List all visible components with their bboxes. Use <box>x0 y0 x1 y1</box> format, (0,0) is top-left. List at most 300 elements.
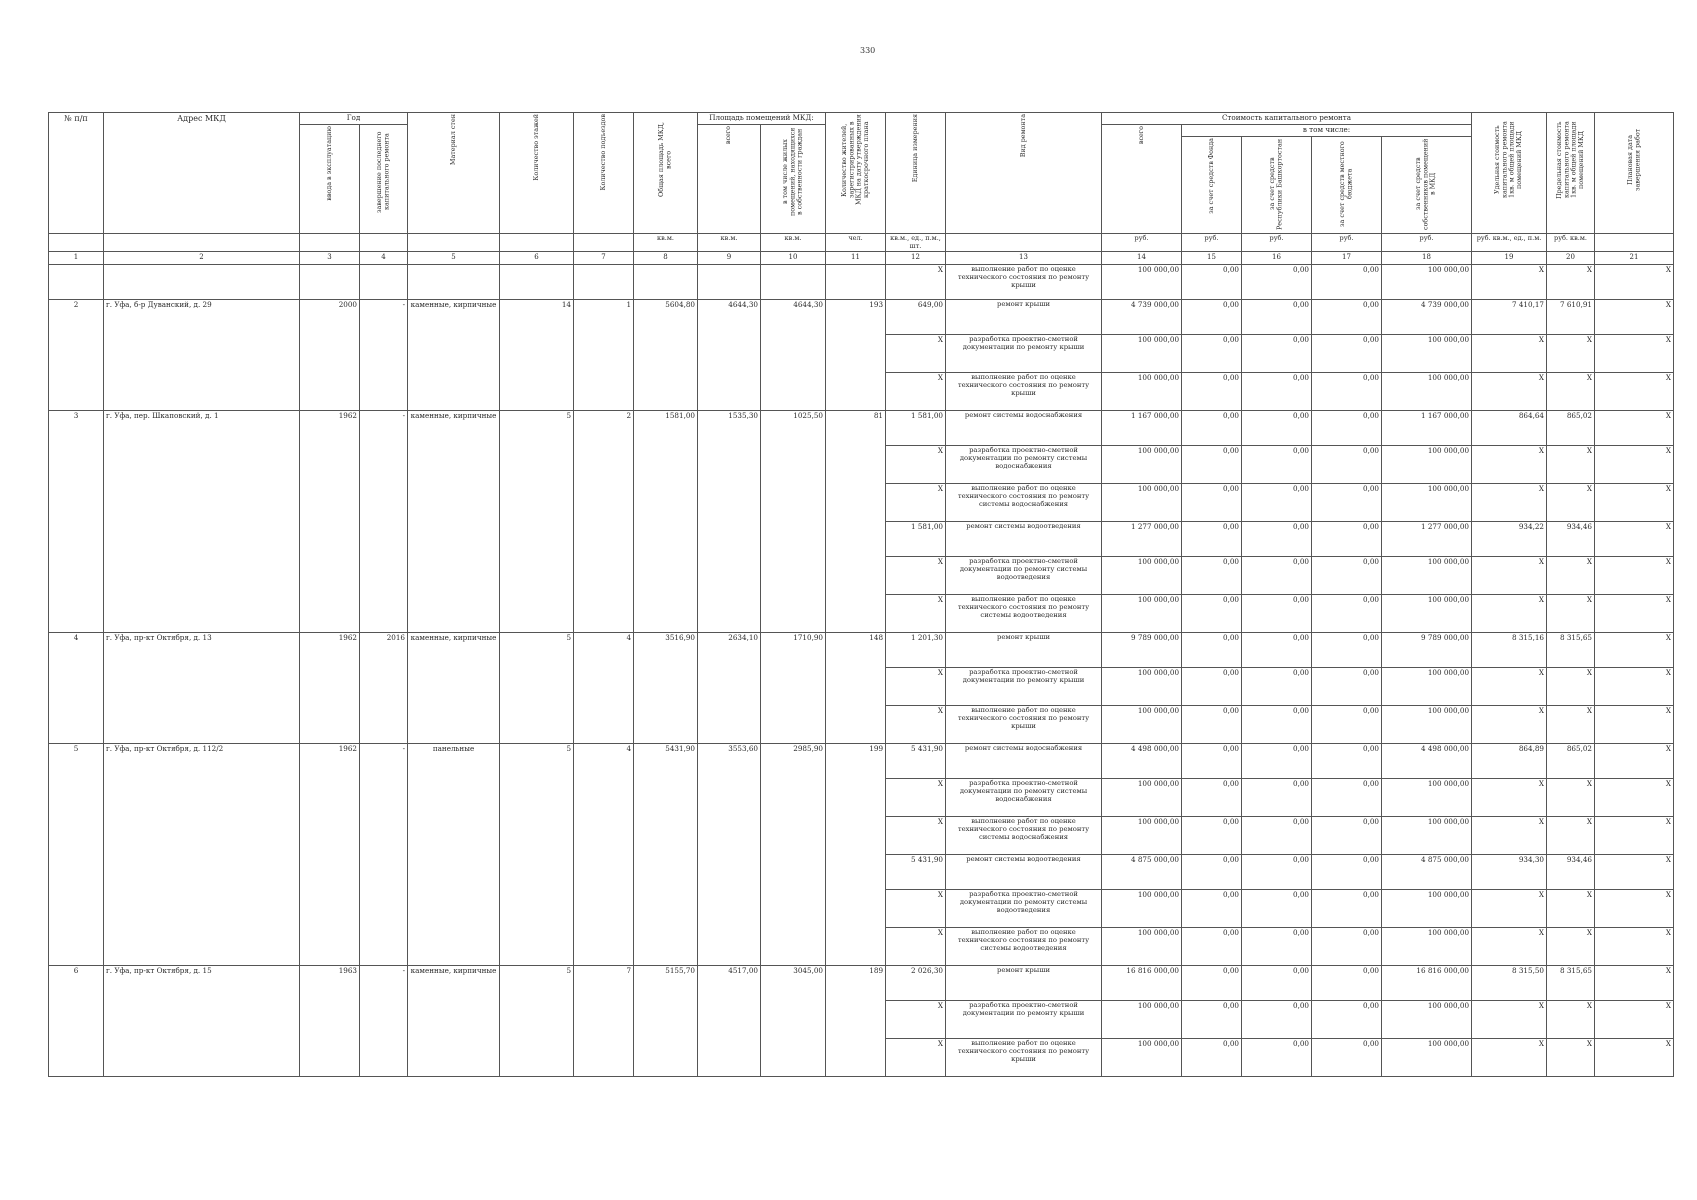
cost-total-cell: 100 000,00 <box>1102 335 1182 373</box>
cost-total-cell: 1 277 000,00 <box>1102 522 1182 557</box>
unit-cost-cell: X <box>1472 335 1547 373</box>
header-cost-group: Стоимость капитального ремонта <box>1102 113 1472 125</box>
unit-cell: кв.м. <box>761 234 826 252</box>
cost-republic-cell: 0,00 <box>1242 706 1312 744</box>
cost-local-cell: 0,00 <box>1312 595 1382 633</box>
cost-owners-cell: 100 000,00 <box>1382 668 1472 706</box>
unit-cost-cell: 864,64 <box>1472 411 1547 446</box>
cost-republic-cell: 0,00 <box>1242 633 1312 668</box>
header-planned-date: Плановая дата завершения работ <box>1595 113 1674 234</box>
unit-cost-cell: X <box>1472 890 1547 928</box>
wall-material-cell: панельные <box>408 744 500 966</box>
entrances-cell: 4 <box>574 744 634 966</box>
year-repair-cell: - <box>360 744 408 966</box>
row-number-cell: 2 <box>49 300 104 411</box>
area-all-cell: 4644,30 <box>698 300 761 411</box>
row-number-cell: 5 <box>49 744 104 966</box>
cost-owners-cell: 100 000,00 <box>1382 890 1472 928</box>
max-unit-cost-cell: 934,46 <box>1547 522 1595 557</box>
cost-fund-cell: 0,00 <box>1182 668 1242 706</box>
cost-total-cell: 100 000,00 <box>1102 1039 1182 1077</box>
column-number: 5 <box>408 252 500 265</box>
wall-material-cell: каменные, кирпичные <box>408 300 500 411</box>
area-residential-cell: 2985,90 <box>761 744 826 966</box>
entrances-cell: 4 <box>574 633 634 744</box>
repair-type-cell: разработка проектно-сметной документации по ремонту системы водоснабжения <box>946 446 1102 484</box>
wall-material-cell: каменные, кирпичные <box>408 966 500 1077</box>
cost-republic-cell: 0,00 <box>1242 1001 1312 1039</box>
total-area-cell: 5431,90 <box>634 744 698 966</box>
total-area-cell: 1581,00 <box>634 411 698 633</box>
cost-total-cell: 16 816 000,00 <box>1102 966 1182 1001</box>
cost-total-cell: 100 000,00 <box>1102 265 1182 300</box>
column-number: 6 <box>500 252 574 265</box>
header-cost-including: в том числе: <box>1182 125 1472 137</box>
repair-type-cell: ремонт крыши <box>946 300 1102 335</box>
row-number-cell: 3 <box>49 411 104 633</box>
repair-type-cell: ремонт системы водоотведения <box>946 522 1102 557</box>
column-number: 2 <box>104 252 300 265</box>
entrances-cell: 7 <box>574 966 634 1077</box>
floors-cell: 5 <box>500 966 574 1077</box>
cost-total-cell: 100 000,00 <box>1102 557 1182 595</box>
cost-fund-cell: 0,00 <box>1182 706 1242 744</box>
cost-total-cell: 4 739 000,00 <box>1102 300 1182 335</box>
planned-date-cell: X <box>1595 595 1674 633</box>
unit-cell <box>104 234 300 252</box>
cost-owners-cell: 100 000,00 <box>1382 265 1472 300</box>
unit-cell: кв.м., ед., п.м., шт. <box>886 234 946 252</box>
cost-owners-cell: 100 000,00 <box>1382 335 1472 373</box>
cost-republic-cell: 0,00 <box>1242 484 1312 522</box>
cost-fund-cell: 0,00 <box>1182 1001 1242 1039</box>
cost-owners-cell: 16 816 000,00 <box>1382 966 1472 1001</box>
unit-cell <box>574 234 634 252</box>
year-commission-cell: 1962 <box>300 744 360 966</box>
column-number: 1 <box>49 252 104 265</box>
header-wall-material: Материал стен <box>408 113 500 234</box>
unit-cost-cell: X <box>1472 557 1547 595</box>
year-repair-cell: 2016 <box>360 633 408 744</box>
column-number: 20 <box>1547 252 1595 265</box>
cost-owners-cell: 100 000,00 <box>1382 706 1472 744</box>
cost-local-cell: 0,00 <box>1312 411 1382 446</box>
planned-date-cell: X <box>1595 300 1674 335</box>
unit-measure-cell: X <box>886 595 946 633</box>
cost-owners-cell: 4 739 000,00 <box>1382 300 1472 335</box>
max-unit-cost-cell: 865,02 <box>1547 411 1595 446</box>
residents-cell: 148 <box>826 633 886 744</box>
cost-total-cell: 1 167 000,00 <box>1102 411 1182 446</box>
planned-date-cell: X <box>1595 744 1674 779</box>
header-year-commission: ввода в эксплуатацию <box>300 125 360 234</box>
cost-local-cell: 0,00 <box>1312 633 1382 668</box>
unit-cost-cell: 934,30 <box>1472 855 1547 890</box>
max-unit-cost-cell: X <box>1547 595 1595 633</box>
column-numbers-row <box>49 252 1674 265</box>
cost-republic-cell: 0,00 <box>1242 668 1312 706</box>
max-unit-cost-cell: X <box>1547 779 1595 817</box>
column-number: 14 <box>1102 252 1182 265</box>
header-area-residential: в том числе жилых помещений, находящихся в собственности граждан <box>761 125 826 234</box>
cost-owners-cell: 100 000,00 <box>1382 817 1472 855</box>
repair-type-cell: ремонт крыши <box>946 633 1102 668</box>
planned-date-cell: X <box>1595 484 1674 522</box>
cost-owners-cell: 100 000,00 <box>1382 779 1472 817</box>
cost-total-cell: 100 000,00 <box>1102 779 1182 817</box>
column-number: 19 <box>1472 252 1547 265</box>
floors-cell: 14 <box>500 300 574 411</box>
year-commission-cell: 1962 <box>300 633 360 744</box>
repair-type-cell: разработка проектно-сметной документации по ремонту системы водоотведения <box>946 890 1102 928</box>
area-all-cell: 2634,10 <box>698 633 761 744</box>
cost-fund-cell: 0,00 <box>1182 522 1242 557</box>
planned-date-cell: X <box>1595 966 1674 1001</box>
year-repair-cell: - <box>360 966 408 1077</box>
cost-owners-cell: 100 000,00 <box>1382 928 1472 966</box>
max-unit-cost-cell: X <box>1547 335 1595 373</box>
unit-cost-cell: 864,89 <box>1472 744 1547 779</box>
unit-cell: руб. <box>1312 234 1382 252</box>
unit-measure-cell: X <box>886 817 946 855</box>
unit-cell: руб. <box>1102 234 1182 252</box>
header-total-area: Общая площадь МКД, всего <box>634 113 698 234</box>
cost-republic-cell: 0,00 <box>1242 373 1312 411</box>
unit-cost-cell: 8 315,16 <box>1472 633 1547 668</box>
cost-local-cell: 0,00 <box>1312 855 1382 890</box>
max-unit-cost-cell: X <box>1547 446 1595 484</box>
unit-cell <box>300 234 360 252</box>
unit-cost-cell: 934,22 <box>1472 522 1547 557</box>
cost-fund-cell: 0,00 <box>1182 633 1242 668</box>
max-unit-cost-cell: 7 610,91 <box>1547 300 1595 335</box>
cost-republic-cell: 0,00 <box>1242 966 1312 1001</box>
cost-fund-cell: 0,00 <box>1182 335 1242 373</box>
cost-local-cell: 0,00 <box>1312 1001 1382 1039</box>
header-num: № п/п <box>49 113 104 234</box>
total-area-cell: 5155,70 <box>634 966 698 1077</box>
cost-total-cell: 9 789 000,00 <box>1102 633 1182 668</box>
cost-local-cell: 0,00 <box>1312 373 1382 411</box>
floors-cell: 5 <box>500 744 574 966</box>
cost-total-cell: 4 875 000,00 <box>1102 855 1182 890</box>
unit-measure-cell: 5 431,90 <box>886 744 946 779</box>
cost-fund-cell: 0,00 <box>1182 817 1242 855</box>
row-number-cell: 6 <box>49 966 104 1077</box>
max-unit-cost-cell: 865,02 <box>1547 744 1595 779</box>
cost-owners-cell: 100 000,00 <box>1382 557 1472 595</box>
planned-date-cell: X <box>1595 373 1674 411</box>
unit-cost-cell: X <box>1472 817 1547 855</box>
column-number: 15 <box>1182 252 1242 265</box>
cost-fund-cell: 0,00 <box>1182 1039 1242 1077</box>
column-number: 21 <box>1595 252 1674 265</box>
table-row <box>49 300 1674 335</box>
unit-cell <box>1595 234 1674 252</box>
unit-measure-cell: X <box>886 335 946 373</box>
table-row <box>49 633 1674 668</box>
cost-local-cell: 0,00 <box>1312 706 1382 744</box>
header-address: Адрес МКД <box>104 113 300 234</box>
empty-cell <box>826 265 886 300</box>
cost-republic-cell: 0,00 <box>1242 265 1312 300</box>
header-cost-fund: за счет средств Фонда <box>1182 137 1242 234</box>
unit-measure-cell: X <box>886 446 946 484</box>
table-row <box>49 966 1674 1001</box>
max-unit-cost-cell: X <box>1547 706 1595 744</box>
total-area-cell: 3516,90 <box>634 633 698 744</box>
repair-type-cell: разработка проектно-сметной документации по ремонту системы водоснабжения <box>946 779 1102 817</box>
floors-cell: 5 <box>500 633 574 744</box>
empty-cell <box>49 265 104 300</box>
address-cell: г. Уфа, пр-кт Октября, д. 15 <box>104 966 300 1077</box>
max-unit-cost-cell: X <box>1547 265 1595 300</box>
repair-type-cell: выполнение работ по оценке технического состояния по ремонту крыши <box>946 706 1102 744</box>
repair-type-cell: разработка проектно-сметной документации по ремонту системы водоотведения <box>946 557 1102 595</box>
cost-total-cell: 100 000,00 <box>1102 706 1182 744</box>
unit-measure-cell: X <box>886 557 946 595</box>
residents-cell: 193 <box>826 300 886 411</box>
max-unit-cost-cell: 934,46 <box>1547 855 1595 890</box>
planned-date-cell: X <box>1595 855 1674 890</box>
cost-total-cell: 100 000,00 <box>1102 484 1182 522</box>
table-header <box>49 113 1674 265</box>
unit-cost-cell: X <box>1472 706 1547 744</box>
cost-fund-cell: 0,00 <box>1182 265 1242 300</box>
cost-republic-cell: 0,00 <box>1242 928 1312 966</box>
unit-measure-cell: X <box>886 706 946 744</box>
planned-date-cell: X <box>1595 1039 1674 1077</box>
column-number: 18 <box>1382 252 1472 265</box>
planned-date-cell: X <box>1595 668 1674 706</box>
unit-cell: кв.м. <box>698 234 761 252</box>
total-area-cell: 5604,80 <box>634 300 698 411</box>
unit-cell: кв.м. <box>634 234 698 252</box>
cost-owners-cell: 100 000,00 <box>1382 1001 1472 1039</box>
max-unit-cost-cell: X <box>1547 890 1595 928</box>
unit-measure-cell: 1 201,30 <box>886 633 946 668</box>
area-residential-cell: 1025,50 <box>761 411 826 633</box>
cost-local-cell: 0,00 <box>1312 668 1382 706</box>
cost-local-cell: 0,00 <box>1312 446 1382 484</box>
planned-date-cell: X <box>1595 1001 1674 1039</box>
cost-fund-cell: 0,00 <box>1182 446 1242 484</box>
max-unit-cost-cell: 8 315,65 <box>1547 633 1595 668</box>
cost-fund-cell: 0,00 <box>1182 373 1242 411</box>
address-cell: г. Уфа, пр-кт Октября, д. 112/2 <box>104 744 300 966</box>
empty-cell <box>104 265 300 300</box>
column-number: 8 <box>634 252 698 265</box>
residents-cell: 189 <box>826 966 886 1077</box>
empty-cell <box>360 265 408 300</box>
area-residential-cell: 3045,00 <box>761 966 826 1077</box>
unit-cell <box>360 234 408 252</box>
year-repair-cell: - <box>360 300 408 411</box>
cost-total-cell: 100 000,00 <box>1102 817 1182 855</box>
unit-measure-cell: 649,00 <box>886 300 946 335</box>
cost-total-cell: 100 000,00 <box>1102 1001 1182 1039</box>
repair-type-cell: выполнение работ по оценке технического состояния по ремонту крыши <box>946 373 1102 411</box>
column-number: 12 <box>886 252 946 265</box>
address-cell: г. Уфа, пер. Шкаповский, д. 1 <box>104 411 300 633</box>
max-unit-cost-cell: 8 315,65 <box>1547 966 1595 1001</box>
unit-measure-cell: 5 431,90 <box>886 855 946 890</box>
unit-cost-cell: X <box>1472 928 1547 966</box>
column-number: 7 <box>574 252 634 265</box>
cost-fund-cell: 0,00 <box>1182 928 1242 966</box>
header-cost-total: всего <box>1102 125 1182 234</box>
header-unit-measure: Единица измерения <box>886 113 946 234</box>
column-number: 16 <box>1242 252 1312 265</box>
empty-cell <box>634 265 698 300</box>
table-body <box>49 265 1674 1077</box>
column-number: 4 <box>360 252 408 265</box>
header-cost-local: за счет средств местного бюджета <box>1312 137 1382 234</box>
planned-date-cell: X <box>1595 890 1674 928</box>
unit-cell <box>49 234 104 252</box>
planned-date-cell: X <box>1595 706 1674 744</box>
planned-date-cell: X <box>1595 928 1674 966</box>
cost-local-cell: 0,00 <box>1312 744 1382 779</box>
entrances-cell: 1 <box>574 300 634 411</box>
cost-republic-cell: 0,00 <box>1242 890 1312 928</box>
row-number-cell: 4 <box>49 633 104 744</box>
address-cell: г. Уфа, пр-кт Октября, д. 13 <box>104 633 300 744</box>
empty-cell <box>500 265 574 300</box>
unit-measure-cell: 1 581,00 <box>886 522 946 557</box>
cost-fund-cell: 0,00 <box>1182 557 1242 595</box>
cost-fund-cell: 0,00 <box>1182 411 1242 446</box>
max-unit-cost-cell: X <box>1547 557 1595 595</box>
address-cell: г. Уфа, б-р Дуванский, д. 29 <box>104 300 300 411</box>
empty-cell <box>761 265 826 300</box>
header-max-unit-cost: Предельная стоимость капитального ремонта 1кв. м общей площади помещений МКД <box>1547 113 1595 234</box>
cost-total-cell: 100 000,00 <box>1102 890 1182 928</box>
repair-type-cell: выполнение работ по оценке технического состояния по ремонту крыши <box>946 265 1102 300</box>
cost-local-cell: 0,00 <box>1312 522 1382 557</box>
cost-local-cell: 0,00 <box>1312 300 1382 335</box>
cost-fund-cell: 0,00 <box>1182 890 1242 928</box>
cost-local-cell: 0,00 <box>1312 484 1382 522</box>
capital-repair-table <box>48 112 1674 1077</box>
column-number: 17 <box>1312 252 1382 265</box>
cost-owners-cell: 9 789 000,00 <box>1382 633 1472 668</box>
column-number: 11 <box>826 252 886 265</box>
area-all-cell: 4517,00 <box>698 966 761 1077</box>
column-number: 3 <box>300 252 360 265</box>
cost-republic-cell: 0,00 <box>1242 411 1312 446</box>
cost-total-cell: 100 000,00 <box>1102 595 1182 633</box>
repair-type-cell: выполнение работ по оценке технического состояния по ремонту системы водоотведения <box>946 928 1102 966</box>
planned-date-cell: X <box>1595 446 1674 484</box>
cost-republic-cell: 0,00 <box>1242 817 1312 855</box>
cost-republic-cell: 0,00 <box>1242 595 1312 633</box>
cost-local-cell: 0,00 <box>1312 557 1382 595</box>
max-unit-cost-cell: X <box>1547 484 1595 522</box>
unit-measure-cell: X <box>886 265 946 300</box>
cost-republic-cell: 0,00 <box>1242 779 1312 817</box>
header-residents: Количество жителей, зарегистрированных в МКД на дату утверждения краткосрочного плана <box>826 113 886 234</box>
table-row <box>49 411 1674 446</box>
cost-republic-cell: 0,00 <box>1242 557 1312 595</box>
unit-measure-cell: X <box>886 928 946 966</box>
max-unit-cost-cell: X <box>1547 928 1595 966</box>
unit-cost-cell: X <box>1472 1039 1547 1077</box>
cost-local-cell: 0,00 <box>1312 966 1382 1001</box>
header-area-all: всего <box>698 125 761 234</box>
empty-cell <box>408 265 500 300</box>
cost-total-cell: 100 000,00 <box>1102 668 1182 706</box>
cost-total-cell: 4 498 000,00 <box>1102 744 1182 779</box>
cost-fund-cell: 0,00 <box>1182 855 1242 890</box>
header-cost-owners: за счет средств собственников помещений в МКД <box>1382 137 1472 234</box>
cost-local-cell: 0,00 <box>1312 817 1382 855</box>
year-commission-cell: 1962 <box>300 411 360 633</box>
header-year-last-repair: завершение последнего капитального ремонта <box>360 125 408 234</box>
repair-type-cell: ремонт системы водоотведения <box>946 855 1102 890</box>
planned-date-cell: X <box>1595 265 1674 300</box>
repair-type-cell: ремонт системы водоснабжения <box>946 411 1102 446</box>
unit-measure-cell: 2 026,30 <box>886 966 946 1001</box>
header-floors: Количество этажей <box>500 113 574 234</box>
unit-cost-cell: X <box>1472 595 1547 633</box>
wall-material-cell: каменные, кирпичные <box>408 633 500 744</box>
unit-cost-cell: X <box>1472 446 1547 484</box>
unit-measure-cell: X <box>886 890 946 928</box>
repair-type-cell: выполнение работ по оценке технического состояния по ремонту крыши <box>946 1039 1102 1077</box>
year-repair-cell: - <box>360 411 408 633</box>
cost-owners-cell: 100 000,00 <box>1382 446 1472 484</box>
planned-date-cell: X <box>1595 817 1674 855</box>
unit-cost-cell: X <box>1472 1001 1547 1039</box>
column-number: 9 <box>698 252 761 265</box>
cost-owners-cell: 1 277 000,00 <box>1382 522 1472 557</box>
empty-cell <box>574 265 634 300</box>
repair-type-cell: ремонт крыши <box>946 966 1102 1001</box>
residents-cell: 199 <box>826 744 886 966</box>
repair-type-cell: разработка проектно-сметной документации по ремонту крыши <box>946 335 1102 373</box>
unit-measure-cell: X <box>886 373 946 411</box>
header-cost-republic: за счет средств Республики Башкортостан <box>1242 137 1312 234</box>
repair-type-cell: ремонт системы водоснабжения <box>946 744 1102 779</box>
cost-owners-cell: 100 000,00 <box>1382 373 1472 411</box>
empty-cell <box>300 265 360 300</box>
header-area-group: Площадь помещений МКД: <box>698 113 826 125</box>
repair-type-cell: выполнение работ по оценке технического состояния по ремонту системы водоотведения <box>946 595 1102 633</box>
area-residential-cell: 1710,90 <box>761 633 826 744</box>
column-number: 13 <box>946 252 1102 265</box>
table-row <box>49 744 1674 779</box>
planned-date-cell: X <box>1595 633 1674 668</box>
cost-republic-cell: 0,00 <box>1242 446 1312 484</box>
cost-republic-cell: 0,00 <box>1242 855 1312 890</box>
max-unit-cost-cell: X <box>1547 373 1595 411</box>
cost-republic-cell: 0,00 <box>1242 335 1312 373</box>
header-repair-type: Вид ремонта <box>946 113 1102 234</box>
cost-local-cell: 0,00 <box>1312 265 1382 300</box>
cost-republic-cell: 0,00 <box>1242 522 1312 557</box>
year-commission-cell: 1963 <box>300 966 360 1077</box>
repair-type-cell: выполнение работ по оценке технического состояния по ремонту системы водоснабжения <box>946 817 1102 855</box>
cost-fund-cell: 0,00 <box>1182 966 1242 1001</box>
unit-measure-cell: X <box>886 779 946 817</box>
units-row <box>49 234 1674 252</box>
planned-date-cell: X <box>1595 411 1674 446</box>
cost-local-cell: 0,00 <box>1312 1039 1382 1077</box>
max-unit-cost-cell: X <box>1547 1039 1595 1077</box>
cost-total-cell: 100 000,00 <box>1102 446 1182 484</box>
column-number: 10 <box>761 252 826 265</box>
